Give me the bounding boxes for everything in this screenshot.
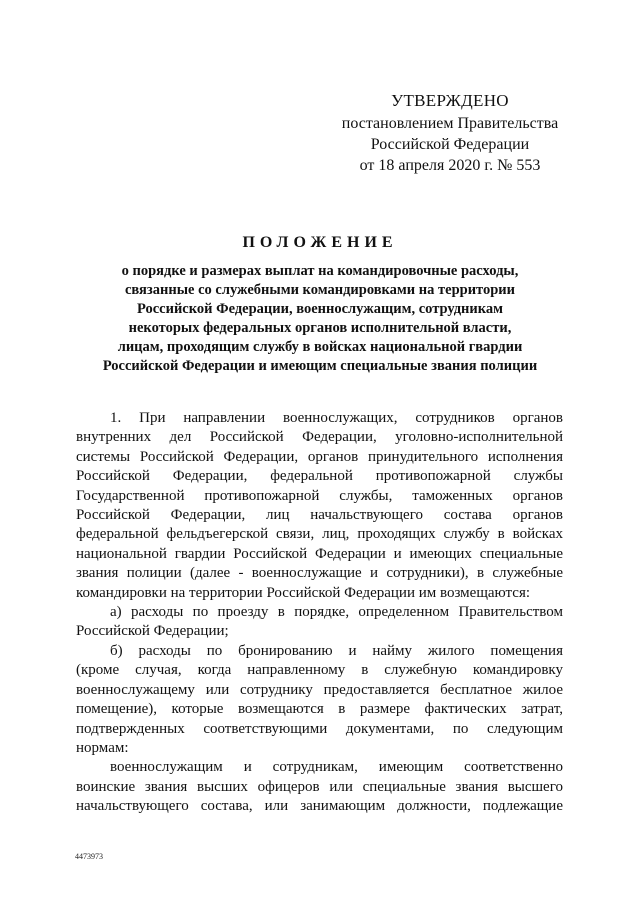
body-line: начальствующего состава, или занимающим должности, подлежащие (76, 798, 563, 815)
body-line: командировки на территории Российской Федерации им возмещаются: (76, 584, 531, 601)
subtitle-line: некоторых федеральных органов исполнительной власти, (128, 320, 512, 336)
body-line: федеральной фельдъегерской связи, лиц, проходящих службу в войсках (76, 526, 563, 543)
body-line: нормам: (76, 739, 129, 756)
approval-stamp (330, 89, 570, 176)
body-line: подтвержденных соответствующими документами, по следующим (76, 720, 563, 737)
subtitle-line: связанные со служебными командировками на территории (124, 282, 516, 298)
body-line: национальной гвардии Российской Федерации и имеющих специальные (76, 545, 563, 562)
body-line: внутренних дел Российской Федерации, уголовно-исполнительной (76, 429, 563, 446)
approval-line: Российской Федерации (370, 136, 530, 153)
body-line: военнослужащему или сотруднику предоставляется бесплатное жилое (76, 681, 563, 698)
body-line: воинские звания высших офицеров или специальные звания высшего (76, 778, 563, 795)
body-line: б) расходы по бронированию и найму жилого помещения (110, 642, 563, 659)
subtitle-line: Российской Федерации, военнослужащим, сотрудникам (136, 301, 504, 317)
subtitle-line: Российской Федерации и имеющим специальные звания полиции (102, 358, 538, 374)
body-line: системы Российской Федерации, органов принудительного исполнения (76, 448, 563, 465)
approval-line: постановлением Правительства (341, 115, 559, 132)
body-line: Государственной противопожарной службы, таможенных органов (76, 487, 563, 504)
document-subtitle (90, 262, 550, 376)
approved-label: УТВЕРЖДЕНО (391, 91, 509, 110)
body-line: 1. При направлении военнослужащих, сотрудников органов (110, 410, 563, 426)
body-line: Российской Федерации; (76, 623, 229, 640)
subtitle-line: лицам, проходящим службу в войсках национальной гвардии (117, 339, 523, 355)
body-line: звания полиции (далее - военнослужащие и сотрудники), в служебные (76, 565, 563, 582)
body-line: (кроме случая, когда направленному в служебную командировку (76, 662, 563, 679)
document-id: 4473973 (75, 852, 103, 861)
body-line: Российской Федерации, лиц начальствующего состава органов (76, 507, 563, 524)
body-line: Российской Федерации, федеральной противопожарной службы (76, 468, 563, 485)
body-line: помещение), которые возмещаются в размере фактических затрат, (76, 701, 563, 718)
document-title: ПОЛОЖЕНИЕ (242, 234, 398, 251)
body-line: военнослужащим и сотрудникам, имеющим соответственно (110, 759, 563, 776)
approval-date-number: от 18 апреля 2020 г. № 553 (359, 157, 541, 174)
body-line: а) расходы по проезду в порядке, определенном Правительством (110, 604, 563, 621)
subtitle-line: о порядке и размерах выплат на командировочные расходы, (121, 263, 519, 279)
document-body (76, 409, 563, 817)
